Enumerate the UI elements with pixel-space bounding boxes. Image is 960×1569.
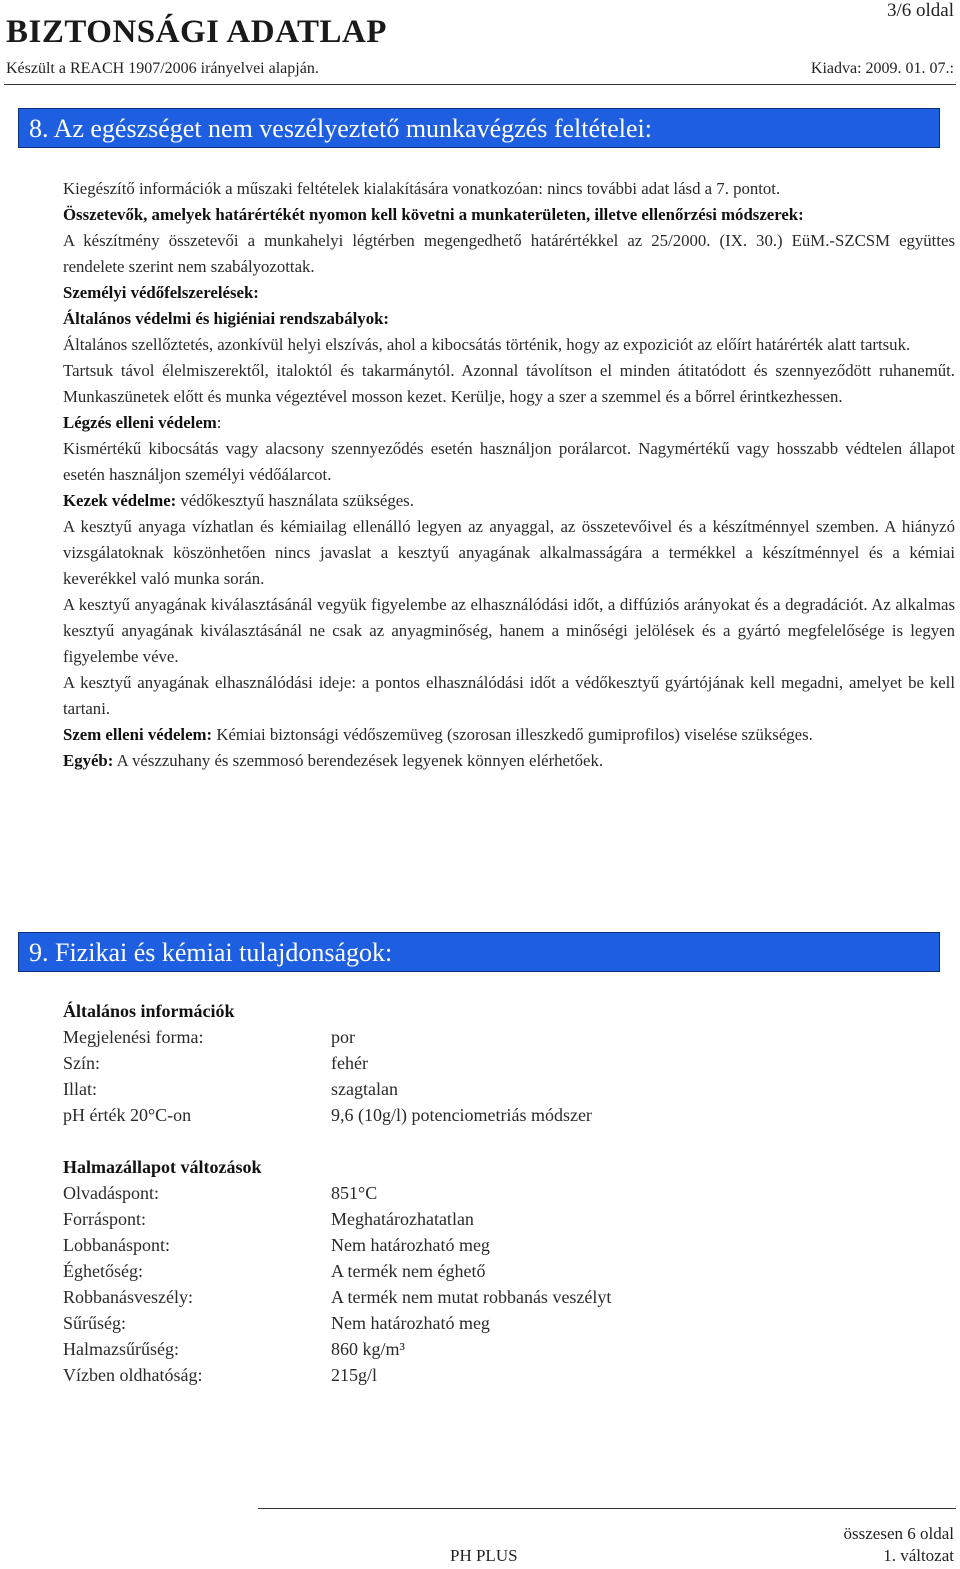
paragraph: A kesztyű anyaga vízhatlan és kémiailag ellenálló legyen az anyaggal, az összetevőivel és a készítménnyel szemben. A hiányzó vizsgálatoknak köszönhetően nincs javaslat a kesztyű anyagának alkalmasságára a termékkel a készítménnyel és a kémiai keverékkel való munka során. (63, 517, 955, 588)
section-8-body (63, 176, 955, 774)
table-row: Megjelenési forma: por (63, 1027, 355, 1047)
version: 1. változat (883, 1546, 954, 1565)
document-title: BIZTONSÁGI ADATLAP (6, 14, 387, 50)
general-info-table (63, 998, 592, 1128)
paragraph-label: Általános védelmi és higiéniai rendszabályok: (63, 309, 390, 328)
table-row: Szín: fehér (63, 1053, 368, 1073)
paragraph-label: Összetevők, amelyek határértékét nyomon kell követni a munkaterületen, illetve ellenőrzési módszerek: (63, 205, 804, 224)
footer-divider (258, 1508, 956, 1509)
table-row: Halmazsűrűség: 860 kg/m³ (63, 1339, 405, 1359)
paragraph-label: Személyi védőfelszerelések: (63, 283, 259, 302)
general-info-title: Általános információk (63, 1001, 235, 1021)
paragraph: A készítmény összetevői a munkahelyi légtérben megengedhető határértékkel az 25/2000. (IX. 30.) EüM.-SZCSM együttes rendelete szerint nem szabályozottak. (63, 231, 955, 276)
total-pages: összesen 6 oldal (843, 1524, 954, 1543)
paragraph: A kesztyű anyagának elhasználódási ideje: a pontos elhasználódási időt a védőkesztyű gyártójának kell megadni, amelyet be kell tartani. (63, 673, 955, 718)
table-row: Vízben oldhatóság: 215g/l (63, 1365, 378, 1385)
table-row: Illat: szagtalan (63, 1079, 398, 1099)
paragraph: Kismértékű kibocsátás vagy alacsony szennyeződés esetén használjon porálarcot. Nagymértékű vagy hosszabb védtelen állapot esetén használjon személyi védőálarcot. (63, 439, 955, 484)
phase-change-table (63, 1154, 611, 1388)
section-8-heading: 8. Az egészséget nem veszélyeztető munkavégzés feltételei: (18, 108, 940, 148)
table-row: Lobbanáspont: Nem határozható meg (63, 1235, 490, 1255)
table-row: Robbanásveszély: A termék nem mutat robbanás veszélyt (63, 1287, 612, 1307)
table-row: Éghetőség: A termék nem éghető (63, 1261, 486, 1281)
section-9-heading: 9. Fizikai és kémiai tulajdonságok: (18, 932, 940, 972)
phase-change-title: Halmazállapot változások (63, 1157, 262, 1177)
paragraph: Tartsuk távol élelmiszerektől, italoktól és takarmánytól. Azonnal távolítson el minden átitatódott és szennyeződött ruhaneműt. Munkaszünetek előtt és munka végeztével mosson kezet. Kerülje, hogy a szer a szemmel és a bőrrel érintkezhessen. (63, 361, 955, 406)
regulation-note: Készült a REACH 1907/2006 irányelvei alapján. (6, 60, 319, 77)
issue-date: Kiadva: 2009. 01. 07.: (810, 60, 954, 77)
paragraph: Szem elleni védelem: Kémiai biztonsági védőszemüveg (szorosan illeszkedő gumiprofilos) viselése szükséges. (63, 725, 813, 744)
table-row: pH érték 20°C-on 9,6 (10g/l) potenciometriás módszer (63, 1105, 592, 1125)
header-divider (4, 84, 956, 85)
table-row: Sűrűség: Nem határozható meg (63, 1313, 490, 1333)
table-row: Forráspont: Meghatározhatatlan (63, 1209, 474, 1229)
page-number: 3/6 oldal (886, 0, 954, 21)
paragraph: Egyéb: A vészzuhany és szemmosó berendezések legyenek könnyen elérhetőek. (63, 751, 604, 770)
paragraph: A kesztyű anyagának kiválasztásánál vegyük figyelembe az elhasználódási időt, a diffúziós arányokat és a degradációt. Az alkalmas kesztyű anyagának kiválasztásánál ne csak az anyagminőség, hanem a minőségi jelölések és a gyártó megfelelősége is legyen figyelembe véve. (63, 595, 955, 666)
table-row: Olvadáspont: 851°C (63, 1183, 378, 1203)
product-name: PH PLUS (450, 1546, 518, 1565)
paragraph: Általános szellőztetés, azonkívül helyi elszívás, ahol a kibocsátás történik, hogy az expoziciót az előírt határérték alatt tartsuk. (63, 335, 911, 354)
paragraph: Kezek védelme: védőkesztyű használata szükséges. (63, 491, 414, 510)
paragraph: Kiegészítő információk a műszaki feltételek kialakítására vonatkozóan: nincs további adat lásd a 7. pontot. (63, 179, 781, 198)
paragraph-label: Légzés elleni védelem: (63, 413, 222, 432)
